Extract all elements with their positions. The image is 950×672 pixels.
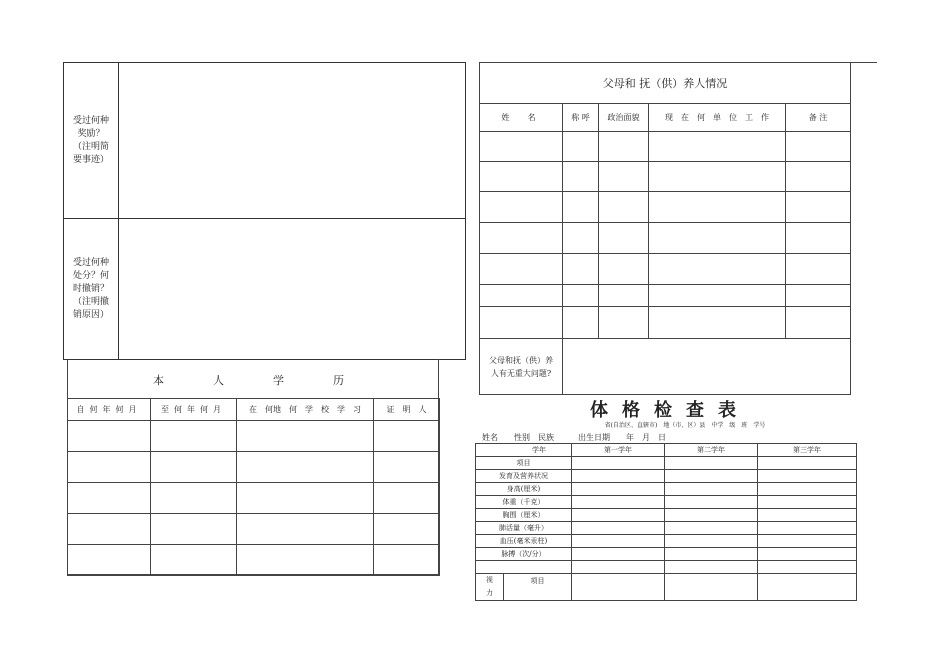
edu-header-from: 自何年何月 [68,399,151,421]
parents-row [480,254,851,285]
awards-punishments-table [63,62,466,360]
physical-cell[interactable] [758,496,857,509]
edu-cell[interactable] [68,452,151,483]
physical-cell[interactable] [572,509,665,522]
parents-cell[interactable] [480,254,563,285]
edu-cell[interactable] [374,514,440,545]
edu-cell[interactable] [237,514,374,545]
parents-cell[interactable] [649,254,786,285]
physical-cell[interactable] [572,470,665,483]
parents-question-answer[interactable] [563,339,851,395]
edu-row [68,545,440,576]
parents-header-political: 政治面貌 [599,104,649,132]
edu-cell[interactable] [151,545,237,576]
parents-cell[interactable] [649,307,786,339]
physical-cell[interactable] [665,535,758,548]
parents-cell[interactable] [649,132,786,162]
physical-cell[interactable] [665,509,758,522]
physical-item-label: 胸围（厘米） [476,509,572,522]
parents-row [480,307,851,339]
edu-header-to: 至何年何月 [151,399,237,421]
parents-cell[interactable] [786,307,851,339]
physical-subheader: 省(自治区、直辖市) 地（市、区）县 中学 级 班 学号 [604,422,766,429]
physical-cell[interactable] [758,522,857,535]
parents-cell[interactable] [563,307,599,339]
edu-cell[interactable] [237,452,374,483]
physical-cell[interactable] [572,522,665,535]
parents-cell[interactable] [599,162,649,192]
physical-item-label: 体重（千克） [476,496,572,509]
parents-header-relation: 称 呼 [563,104,599,132]
physical-item-label: 发育及营养状况 [476,470,572,483]
education-table [67,398,440,576]
parents-cell[interactable] [599,254,649,285]
parents-title: 父母和 抚（供）养人情况 [480,63,851,104]
edu-cell[interactable] [374,545,440,576]
edu-row [68,514,440,545]
physical-header-item: 项目 [476,457,572,470]
education-title: 本 人 学 历 [153,374,353,387]
physical-cell[interactable] [665,522,758,535]
edu-cell[interactable] [151,421,237,452]
physical-cell[interactable] [572,483,665,496]
physical-cell[interactable] [572,574,665,601]
physical-cell[interactable] [572,535,665,548]
parents-row [480,192,851,223]
physical-item-label: 身高(厘米) [476,483,572,496]
awards-label: 受过何种奖励？（注明简要事迹） [64,63,119,219]
physical-title: 体格检查表 [590,400,750,421]
parents-cell[interactable] [563,162,599,192]
edu-cell[interactable] [68,514,151,545]
physical-cell[interactable] [758,548,857,561]
physical-year-3: 第三学年 [758,444,857,457]
parents-question-label: 父母和抚（供）养人有无重大问题? [480,339,563,395]
parents-cell[interactable] [599,307,649,339]
physical-item-label: 血压(毫米汞柱) [476,535,572,548]
physical-cell[interactable] [572,548,665,561]
parents-cell[interactable] [563,254,599,285]
physical-cell[interactable] [665,496,758,509]
edu-header-witness: 证 明 人 [374,399,440,421]
parents-cell[interactable] [599,285,649,307]
edu-cell[interactable] [374,452,440,483]
parents-cell[interactable] [480,307,563,339]
physical-item-label: 肺活量（毫升） [476,522,572,535]
physical-cell[interactable] [758,457,857,470]
edu-header-school: 在 何地 何 学 校 学 习 [237,399,374,421]
edu-cell[interactable] [151,452,237,483]
parents-cell[interactable] [563,285,599,307]
edu-cell[interactable] [374,483,440,514]
edu-row [68,483,440,514]
edu-row [68,421,440,452]
physical-header-year: 学年 [476,444,572,457]
edu-cell[interactable] [68,421,151,452]
edu-cell[interactable] [68,483,151,514]
parents-cell[interactable] [480,285,563,307]
parents-cell[interactable] [649,162,786,192]
parents-row [480,132,851,162]
parents-cell[interactable] [786,223,851,254]
physical-cell[interactable] [665,470,758,483]
parents-cell[interactable] [480,162,563,192]
parents-header-notes: 备 注 [786,104,851,132]
parents-header-workplace: 现 在 何 单 位 工 作 [649,104,786,132]
physical-cell[interactable] [572,496,665,509]
physical-cell[interactable] [758,561,857,574]
physical-year-2: 第二学年 [665,444,758,457]
physical-cell[interactable] [572,561,665,574]
physical-item-blank [476,561,572,574]
parents-row [480,285,851,307]
vision-label: 视力 [476,574,504,601]
edu-cell[interactable] [151,514,237,545]
physical-cell[interactable] [572,457,665,470]
physical-cell[interactable] [758,483,857,496]
parents-cell[interactable] [563,223,599,254]
physical-item-label: 脉搏（次/分） [476,548,572,561]
punishments-label: 受过何种处分？何时撤销？（注明撤销原因） [64,219,119,360]
parents-header-name: 姓 名 [480,104,563,132]
top-right-rule [850,62,877,63]
parents-cell[interactable] [480,192,563,223]
physical-table [475,443,857,601]
parents-cell[interactable] [599,223,649,254]
physical-cell[interactable] [665,548,758,561]
parents-cell[interactable] [649,223,786,254]
parents-cell[interactable] [599,192,649,223]
physical-cell[interactable] [665,483,758,496]
physical-info-line: 姓名 性别 民族 出生日期 年 月 日 [482,433,666,442]
physical-cell[interactable] [665,574,758,601]
edu-cell[interactable] [151,483,237,514]
physical-cell[interactable] [665,457,758,470]
edu-cell[interactable] [237,545,374,576]
parents-cell[interactable] [599,132,649,162]
parents-cell[interactable] [786,192,851,223]
physical-cell[interactable] [758,574,857,601]
parents-cell[interactable] [786,285,851,307]
parents-cell[interactable] [786,254,851,285]
edu-cell[interactable] [374,421,440,452]
edu-cell[interactable] [237,483,374,514]
physical-cell[interactable] [758,509,857,522]
parents-cell[interactable] [649,192,786,223]
vision-item-label: 项目 [504,574,572,601]
parents-table [479,62,851,395]
parents-cell[interactable] [563,132,599,162]
edu-cell[interactable] [237,421,374,452]
edu-row [68,452,440,483]
punishments-input-cell[interactable] [119,219,466,360]
parents-cell[interactable] [480,223,563,254]
physical-cell[interactable] [758,470,857,483]
physical-cell[interactable] [665,561,758,574]
awards-input-cell[interactable] [119,63,466,219]
parents-cell[interactable] [786,132,851,162]
parents-cell[interactable] [649,285,786,307]
physical-cell[interactable] [758,535,857,548]
parents-cell[interactable] [480,132,563,162]
parents-row [480,223,851,254]
parents-row [480,162,851,192]
edu-cell[interactable] [68,545,151,576]
physical-year-1: 第一学年 [572,444,665,457]
parents-cell[interactable] [786,162,851,192]
parents-cell[interactable] [563,192,599,223]
